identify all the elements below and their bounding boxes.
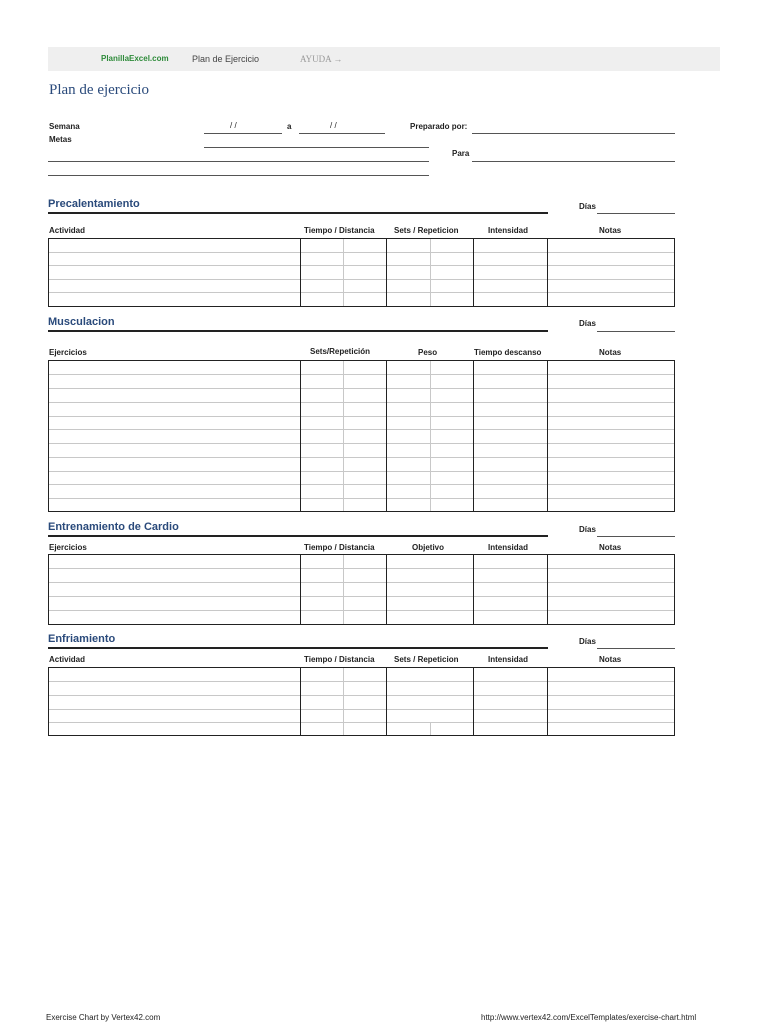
cooldown-col-actividad: Actividad (49, 655, 86, 664)
semana-start-field[interactable] (204, 133, 282, 134)
cardio-table[interactable] (48, 554, 675, 625)
semana-end-date-sep: / / (330, 121, 337, 130)
cooldown-col-intensidad: Intensidad (488, 655, 529, 664)
table-row-divider (49, 582, 674, 583)
cooldown-col-notas: Notas (599, 655, 622, 664)
table-col-divider (300, 239, 301, 306)
table-row-divider (49, 292, 674, 293)
strength-col-sets: Sets/Repetición (310, 347, 371, 356)
warmup-rule (48, 212, 548, 214)
strength-title: Musculacion (48, 316, 115, 328)
strength-col-descanso: Tiempo descanso (474, 348, 542, 357)
table-col-divider (547, 555, 548, 624)
metas-field-1[interactable] (204, 147, 429, 148)
cardio-col-intensidad: Intensidad (488, 543, 529, 552)
table-row-divider (49, 709, 674, 710)
para-field[interactable] (472, 161, 675, 162)
semana-start-date-sep: / / (230, 121, 237, 130)
strength-table[interactable] (48, 360, 675, 512)
a-label: a (287, 122, 292, 131)
table-subcol-divider (430, 361, 431, 511)
metas-label: Metas (49, 135, 72, 144)
table-col-divider (386, 668, 387, 735)
brand-link[interactable]: PlanillaExcel.com (101, 54, 169, 63)
para-label: Para (452, 149, 470, 158)
table-row-divider (49, 596, 674, 597)
plan-ejercicio-link[interactable]: Plan de Ejercicio (192, 54, 260, 64)
cardio-col-notas: Notas (599, 543, 622, 552)
table-row-divider (49, 695, 674, 696)
footer-url[interactable]: http://www.vertex42.com/ExcelTemplates/exercise-chart.html (481, 1013, 697, 1022)
table-col-divider (300, 555, 301, 624)
table-row-divider (49, 402, 674, 403)
cooldown-table[interactable] (48, 667, 675, 736)
preparado-label: Preparado por: (410, 122, 468, 131)
cooldown-dias-field[interactable] (597, 648, 675, 649)
cooldown-rule (48, 647, 548, 649)
warmup-table[interactable] (48, 238, 675, 307)
table-row-divider (49, 568, 674, 569)
table-row-divider (49, 252, 674, 253)
table-col-divider (386, 239, 387, 306)
top-nav-bar (48, 47, 720, 71)
table-col-divider (300, 668, 301, 735)
table-col-divider (473, 361, 474, 511)
table-col-divider (473, 555, 474, 624)
footer-credit: Exercise Chart by Vertex42.com (46, 1013, 161, 1022)
warmup-dias-label: Días (579, 202, 596, 211)
table-subcol-divider (343, 555, 344, 624)
table-col-divider (386, 361, 387, 511)
table-row-divider (49, 722, 674, 723)
strength-col-peso: Peso (418, 348, 438, 357)
cardio-dias-field[interactable] (597, 536, 675, 537)
strength-col-notas: Notas (599, 348, 622, 357)
table-subcol-divider (343, 668, 344, 735)
strength-dias-field[interactable] (597, 331, 675, 332)
table-row-divider (49, 498, 674, 499)
cooldown-dias-label: Días (579, 637, 596, 646)
cardio-col-objetivo: Objetivo (412, 543, 445, 552)
cardio-col-ejercicios: Ejercicios (49, 543, 87, 552)
table-col-divider (547, 361, 548, 511)
preparado-field[interactable] (472, 133, 675, 134)
table-row-divider (49, 265, 674, 266)
page-title: Plan de ejercicio (49, 82, 149, 98)
table-col-divider (547, 239, 548, 306)
metas-field-2[interactable] (48, 161, 429, 162)
table-row-divider (49, 457, 674, 458)
table-col-divider (386, 555, 387, 624)
table-row-divider (49, 443, 674, 444)
table-subcol-divider (343, 361, 344, 511)
cooldown-col-tiempo: Tiempo / Distancia (304, 655, 375, 664)
warmup-col-sets: Sets / Repeticion (394, 226, 459, 235)
metas-field-3[interactable] (48, 175, 429, 176)
warmup-col-intensidad: Intensidad (488, 226, 529, 235)
table-row-divider (49, 484, 674, 485)
table-col-divider (547, 668, 548, 735)
warmup-title: Precalentamiento (48, 198, 140, 210)
table-col-divider (473, 668, 474, 735)
help-link[interactable]: AYUDA → (300, 54, 343, 64)
table-col-divider (473, 239, 474, 306)
cardio-col-tiempo: Tiempo / Distancia (304, 543, 375, 552)
cardio-title: Entrenamiento de Cardio (48, 521, 179, 533)
strength-dias-label: Días (579, 319, 596, 328)
table-row-divider (49, 471, 674, 472)
table-row-divider (49, 416, 674, 417)
table-row-divider (49, 681, 674, 682)
warmup-dias-field[interactable] (597, 213, 675, 214)
warmup-col-actividad: Actividad (49, 226, 86, 235)
table-subcol-divider (343, 239, 344, 306)
cooldown-col-sets: Sets / Repeticion (394, 655, 459, 664)
semana-end-field[interactable] (299, 133, 385, 134)
table-row-divider (49, 388, 674, 389)
table-col-divider (300, 361, 301, 511)
table-row-divider (49, 374, 674, 375)
strength-col-ejercicios: Ejercicios (49, 348, 87, 357)
table-row-divider (49, 279, 674, 280)
warmup-col-notas: Notas (599, 226, 622, 235)
table-subcol-divider (430, 239, 431, 306)
cooldown-title: Enfriamiento (48, 633, 116, 645)
table-row-divider (49, 429, 674, 430)
table-subcol-divider (430, 722, 431, 735)
warmup-col-tiempo: Tiempo / Distancia (304, 226, 375, 235)
semana-label: Semana (49, 122, 80, 131)
strength-rule (48, 330, 548, 332)
cardio-rule (48, 535, 548, 537)
cardio-dias-label: Días (579, 525, 596, 534)
table-row-divider (49, 610, 674, 611)
